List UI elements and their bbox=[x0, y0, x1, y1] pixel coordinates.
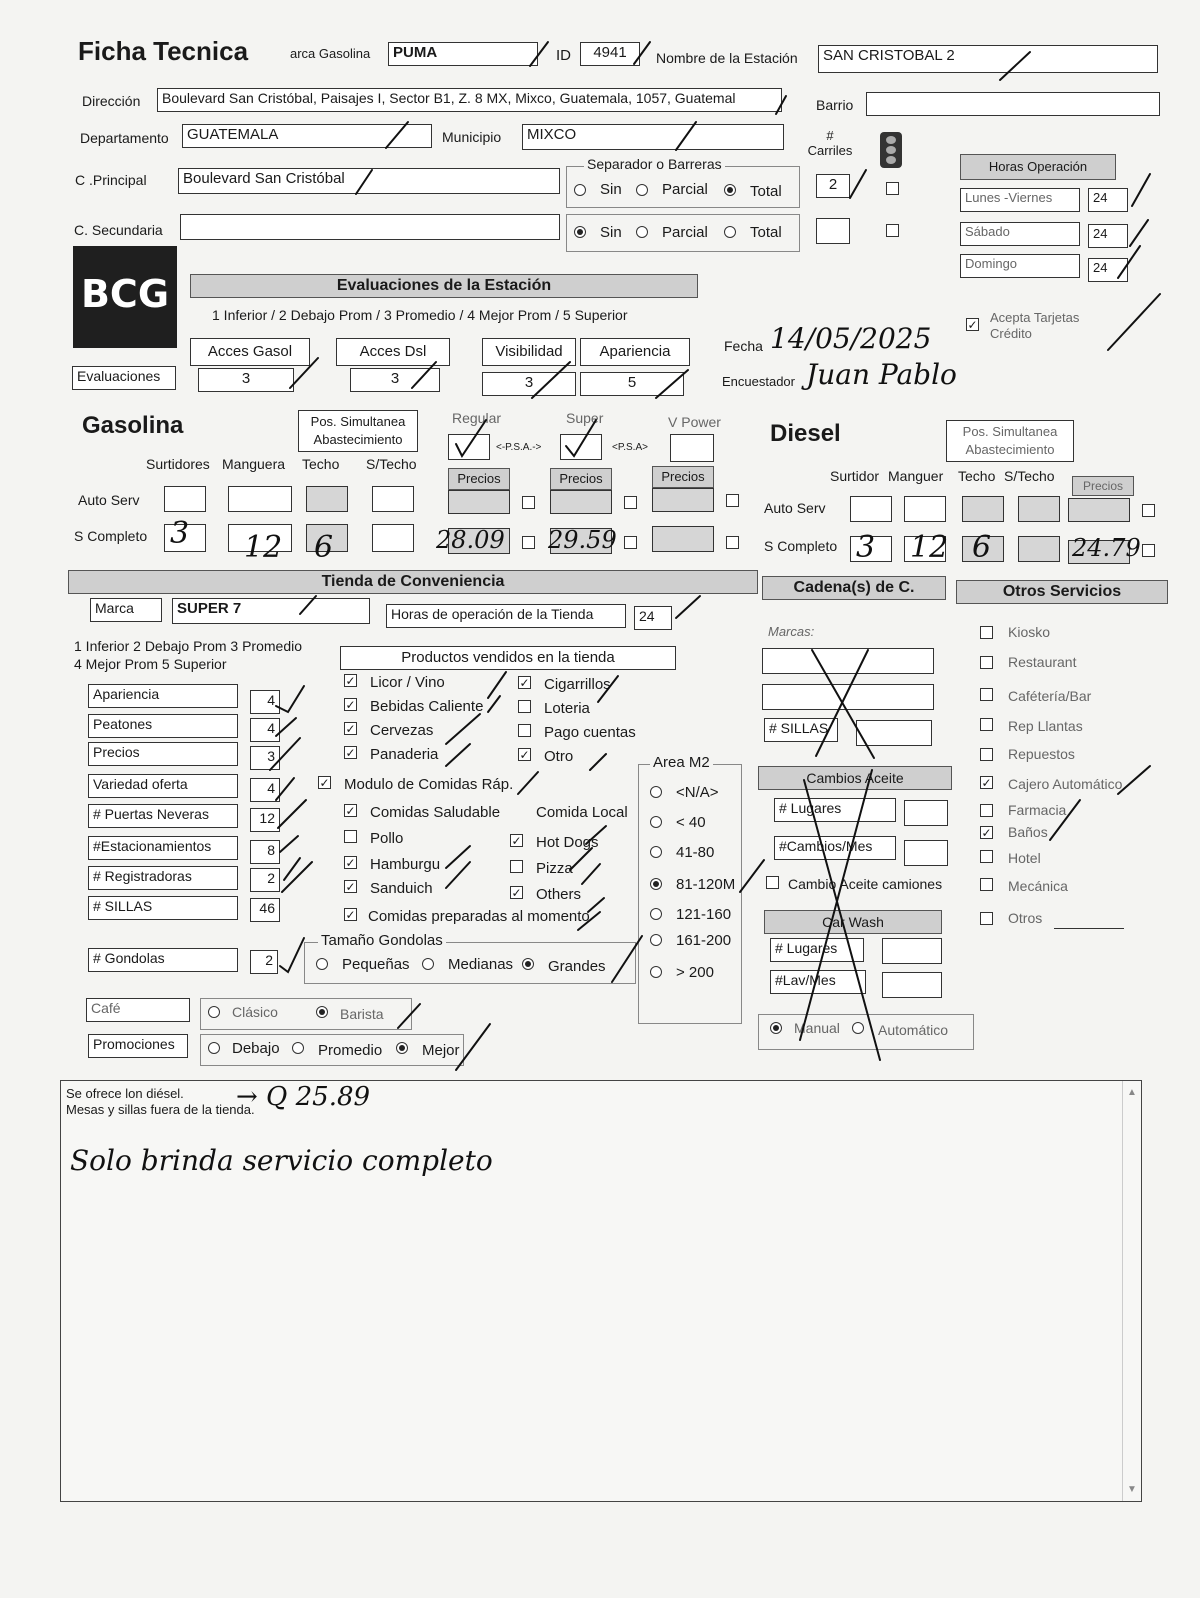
area-na-label: <N/A> bbox=[676, 784, 719, 801]
diesel-col-manguer: Manguer bbox=[888, 468, 944, 484]
carriles-field[interactable]: 2 bbox=[816, 174, 850, 198]
promo-debajo-label: Debajo bbox=[232, 1040, 280, 1057]
rating-registradoras-label: # Registradoras bbox=[88, 866, 238, 890]
vpower-label: V Power bbox=[668, 414, 721, 430]
horas-domingo-label: Domingo bbox=[960, 254, 1080, 278]
repuestos-label: Repuestos bbox=[1008, 746, 1075, 762]
evaluaciones-title: Evaluaciones de la Estación bbox=[190, 274, 698, 298]
departamento-field[interactable]: GUATEMALA bbox=[182, 124, 432, 148]
gas-auto-serv-label: Auto Serv bbox=[78, 492, 140, 508]
bcg-logo-text: BCG bbox=[80, 272, 170, 316]
rating-estacionamientos-label: #Estacionamientos bbox=[88, 836, 238, 860]
bebidas-label: Bebidas Caliente bbox=[370, 698, 484, 715]
rating-sillas-value[interactable]: 46 bbox=[250, 898, 280, 922]
psa-label-1: <-P.S.A.-> bbox=[496, 442, 542, 453]
area-title: Area M2 bbox=[650, 754, 713, 771]
municipio-label: Municipio bbox=[442, 129, 502, 145]
rating-puertas-label: # Puertas Neveras bbox=[88, 804, 238, 828]
sanduich-checkbox[interactable]: ✓ bbox=[345, 880, 356, 894]
tienda-marca-field[interactable]: SUPER 7 bbox=[172, 598, 370, 624]
diesel-col-surtidor: Surtidor bbox=[830, 468, 880, 484]
horas-sabado-label: Sábado bbox=[960, 222, 1080, 246]
scroll-down-icon[interactable]: ▼ bbox=[1127, 1484, 1137, 1495]
gas-price-super-value: 29.59 bbox=[548, 526, 617, 554]
licor-checkbox[interactable]: ✓ bbox=[345, 674, 356, 688]
area-161-200-label: 161-200 bbox=[676, 932, 732, 949]
regular-label: Regular bbox=[452, 410, 502, 426]
carwash-lugares-label: # Lugares bbox=[770, 938, 864, 962]
tienda-horas-field[interactable]: 24 bbox=[634, 606, 672, 630]
cafe-barista-label: Barista bbox=[340, 1006, 384, 1022]
rating-apariencia-label: Apariencia bbox=[88, 684, 238, 708]
apariencia-button[interactable]: Apariencia bbox=[580, 338, 690, 366]
gas-precios-super: Precios bbox=[550, 468, 612, 490]
tamano-grandes-label: Grandes bbox=[548, 958, 606, 975]
carwash-automatico-label: Automático bbox=[878, 1022, 949, 1038]
carwash-manual-label: Manual bbox=[794, 1020, 840, 1036]
notes-line-2: Mesas y sillas fuera de la tienda. bbox=[66, 1102, 255, 1117]
diesel-sc-techo-value: 6 bbox=[972, 530, 992, 565]
gasolina-pos-simultanea[interactable]: Pos. Simultanea Abastecimiento bbox=[298, 410, 418, 452]
area-81-120-label: 81-120M bbox=[676, 876, 736, 893]
diesel-pos-simultanea[interactable]: Pos. Simultanea Abastecimiento bbox=[946, 420, 1074, 462]
c-secundaria-label: C. Secundaria bbox=[74, 222, 163, 238]
marca-gasolina-label: arca Gasolina bbox=[290, 46, 371, 61]
separador1-total-label: Total bbox=[750, 183, 782, 200]
cadena-title: Cadena(s) de C. bbox=[762, 576, 946, 600]
cafe-clasico-label: Clásico bbox=[232, 1004, 278, 1020]
area-41-80-label: 41-80 bbox=[676, 844, 715, 861]
direccion-label: Dirección bbox=[82, 93, 141, 109]
diesel-sc-manguer-value: 12 bbox=[910, 530, 949, 565]
pizza-label: Pizza bbox=[536, 860, 573, 877]
licor-label: Licor / Vino bbox=[370, 674, 445, 691]
tienda-scale-1: 1 Inferior 2 Debajo Prom 3 Promedio bbox=[74, 638, 302, 654]
rating-puertas-value[interactable]: 12 bbox=[250, 808, 280, 832]
horas-lunes-field[interactable]: 24 bbox=[1088, 188, 1128, 212]
cigarrillos-label: Cigarrillos bbox=[544, 676, 611, 693]
camiones-label: Cambio Aceite camiones bbox=[788, 876, 943, 892]
gas-col-surtidores: Surtidores bbox=[146, 456, 210, 472]
tamano-gondolas-title: Tamaño Gondolas bbox=[318, 932, 446, 949]
encuestador-label: Encuestador bbox=[722, 374, 795, 389]
separador1-sin-label: Sin bbox=[600, 181, 622, 198]
rating-sillas-label: # SILLAS bbox=[88, 896, 238, 920]
promo-mejor-label: Mejor bbox=[422, 1042, 460, 1059]
psa-label-2: <P.S.A> bbox=[612, 442, 648, 453]
lav-mes-label: #Lav/Mes bbox=[770, 970, 866, 994]
station-name-field[interactable]: SAN CRISTOBAL 2 bbox=[818, 45, 1158, 73]
rating-precios-value[interactable]: 3 bbox=[250, 746, 280, 770]
gondolas-value[interactable]: 2 bbox=[250, 950, 278, 974]
acces-dsl-button[interactable]: Acces Dsl bbox=[336, 338, 450, 366]
acepta-tarjetas-checkbox[interactable]: ✓ bbox=[967, 318, 978, 332]
cajero-checkbox[interactable]: ✓ bbox=[981, 776, 992, 790]
scroll-up-icon[interactable]: ▲ bbox=[1127, 1087, 1137, 1098]
apariencia-value[interactable]: 5 bbox=[580, 372, 684, 396]
evaluaciones-scale: 1 Inferior / 2 Debajo Prom / 3 Promedio / 4 Mejor Prom / 5 Superior bbox=[212, 307, 628, 323]
hotel-label: Hotel bbox=[1008, 850, 1041, 866]
acces-gasol-value[interactable]: 3 bbox=[198, 368, 294, 392]
acepta-tarjetas-label: Acepta Tarjetas Crédito bbox=[990, 310, 1080, 341]
gas-sc-techo-value: 6 bbox=[314, 530, 334, 565]
gas-s-completo-label: S Completo bbox=[74, 528, 148, 544]
comidas-saludable-label: Comidas Saludable bbox=[370, 804, 501, 821]
cafeteria-label: Cafétería/Bar bbox=[1008, 688, 1092, 704]
diesel-sc-surtidor-value: 3 bbox=[856, 530, 876, 565]
rating-registradoras-value[interactable]: 2 bbox=[250, 868, 280, 892]
hot-dogs-checkbox[interactable]: ✓ bbox=[511, 834, 522, 848]
super-label: Super bbox=[566, 410, 604, 426]
horas-operacion-title: Horas Operación bbox=[960, 154, 1116, 180]
gas-precios-regular: Precios bbox=[448, 468, 510, 490]
rating-apariencia-value[interactable]: 4 bbox=[250, 690, 280, 714]
tienda-title: Tienda de Conveniencia bbox=[68, 570, 758, 594]
notes-handwritten-price: → Q 25.89 bbox=[236, 1082, 371, 1112]
cervezas-label: Cervezas bbox=[370, 722, 434, 739]
rating-variedad-value[interactable]: 4 bbox=[250, 778, 280, 802]
promociones-label: Promociones bbox=[88, 1034, 188, 1058]
diesel-col-techo: Techo bbox=[958, 468, 996, 484]
cafe-label: Café bbox=[86, 998, 190, 1022]
cigarrillos-checkbox[interactable]: ✓ bbox=[519, 676, 530, 690]
comida-local-label: Comida Local bbox=[536, 804, 628, 821]
separador1-parcial-label: Parcial bbox=[662, 181, 708, 198]
gas-sc-surtidores-value: 3 bbox=[170, 516, 190, 551]
cambios-mes-label: #Cambios/Mes bbox=[774, 836, 896, 860]
banos-label: Baños bbox=[1008, 824, 1048, 840]
otro-checkbox[interactable]: ✓ bbox=[519, 748, 530, 762]
comidas-preparadas-label: Comidas preparadas al momento bbox=[368, 908, 590, 925]
rating-variedad-label: Variedad oferta bbox=[88, 774, 238, 798]
hamburgu-checkbox[interactable]: ✓ bbox=[345, 856, 356, 870]
cadena-sillas-label: # SILLAS bbox=[764, 718, 838, 742]
area-lt40-label: < 40 bbox=[676, 814, 706, 831]
separador2-total-label: Total bbox=[750, 224, 782, 241]
tamano-pequenas-label: Pequeñas bbox=[342, 956, 410, 973]
direccion-field[interactable]: Boulevard San Cristóbal, Paisajes I, Sector B1, Z. 8 MX, Mixco, Guatemala, 1057, Guatemal bbox=[157, 88, 782, 112]
banos-checkbox[interactable]: ✓ bbox=[981, 826, 992, 840]
diesel-col-precios: Precios bbox=[1072, 476, 1134, 496]
hot-dogs-label: Hot Dogs bbox=[536, 834, 599, 851]
carriles-label: # Carriles bbox=[807, 128, 853, 158]
c-principal-field[interactable]: Boulevard San Cristóbal bbox=[178, 168, 560, 194]
separador-title: Separador o Barreras bbox=[584, 156, 725, 172]
separador2-sin-label: Sin bbox=[600, 224, 622, 241]
encuestador-value[interactable]: Juan Pablo bbox=[806, 358, 957, 391]
cadena-marcas-label: Marcas: bbox=[768, 624, 815, 639]
otros-label: Otros bbox=[1008, 910, 1043, 926]
area-121-160-label: 121-160 bbox=[676, 906, 732, 923]
rep-llantas-label: Rep Llantas bbox=[1008, 718, 1083, 734]
cajero-label: Cajero Automático bbox=[1008, 776, 1123, 792]
diesel-col-stecho: S/Techo bbox=[1004, 468, 1055, 484]
restaurant-label: Restaurant bbox=[1008, 654, 1077, 670]
pago-cuentas-label: Pago cuentas bbox=[544, 724, 636, 741]
tienda-horas-label: Horas de operación de la Tienda bbox=[386, 604, 626, 628]
loteria-label: Loteria bbox=[544, 700, 590, 717]
horas-sabado-field[interactable]: 24 bbox=[1088, 224, 1128, 248]
promo-promedio-label: Promedio bbox=[318, 1042, 383, 1059]
bebidas-checkbox[interactable]: ✓ bbox=[345, 698, 356, 712]
c-principal-label: C .Principal bbox=[75, 172, 147, 188]
gas-col-manguera: Manguera bbox=[222, 456, 286, 472]
others-label: Others bbox=[536, 886, 582, 903]
notes-line-1: Se ofrece lon diésel. bbox=[66, 1086, 184, 1101]
fecha-label: Fecha bbox=[724, 338, 763, 354]
tienda-scale-2: 4 Mejor Prom 5 Superior bbox=[74, 656, 227, 672]
gas-price-regular-value: 28.09 bbox=[436, 526, 505, 554]
horas-domingo-field[interactable]: 24 bbox=[1088, 258, 1128, 282]
acces-gasol-button[interactable]: Acces Gasol bbox=[190, 338, 310, 366]
id-field[interactable]: 4941 bbox=[580, 42, 640, 66]
notes-handwritten-text: Solo brinda servicio completo bbox=[70, 1144, 493, 1177]
diesel-auto-serv-label: Auto Serv bbox=[764, 500, 826, 516]
horas-lunes-label: Lunes -Viernes bbox=[960, 188, 1080, 212]
fecha-value[interactable]: 14/05/2025 bbox=[770, 322, 932, 355]
others-checkbox[interactable]: ✓ bbox=[511, 886, 522, 900]
modulo-comidas-checkbox[interactable]: ✓ bbox=[319, 776, 330, 790]
kiosko-label: Kiosko bbox=[1008, 624, 1051, 640]
rating-peatones-label: Peatones bbox=[88, 714, 238, 738]
modulo-comidas-label: Modulo de Comidas Ráp. bbox=[344, 776, 514, 793]
separador2-parcial-label: Parcial bbox=[662, 224, 708, 241]
hamburgu-label: Hamburgu bbox=[370, 856, 441, 873]
departamento-label: Departamento bbox=[80, 130, 169, 146]
gondolas-label: # Gondolas bbox=[88, 948, 238, 972]
gas-precios-vpower: Precios bbox=[652, 466, 714, 488]
cambios-aceite-title: Cambios Aceite bbox=[758, 766, 952, 790]
municipio-field[interactable]: MIXCO bbox=[522, 124, 784, 150]
rating-estacionamientos-value[interactable]: 8 bbox=[250, 840, 280, 864]
diesel-title: Diesel bbox=[770, 420, 841, 447]
rating-precios-label: Precios bbox=[88, 742, 238, 766]
mecanica-label: Mecánica bbox=[1008, 878, 1068, 894]
page-title: Ficha Tecnica bbox=[78, 36, 249, 66]
marca-gasolina-field[interactable]: PUMA bbox=[388, 42, 538, 66]
diesel-price-value: 24.79 bbox=[1072, 534, 1141, 562]
cambios-lugares-label: # Lugares bbox=[774, 798, 896, 822]
diesel-s-completo-label: S Completo bbox=[764, 538, 838, 554]
gas-col-stecho: S/Techo bbox=[366, 456, 417, 472]
station-name-label: Nombre de la Estación bbox=[656, 50, 798, 66]
acces-dsl-value[interactable]: 3 bbox=[350, 368, 440, 392]
gas-sc-manguera-value: 12 bbox=[244, 530, 283, 565]
evaluaciones-label: Evaluaciones bbox=[72, 366, 176, 390]
gasolina-title: Gasolina bbox=[82, 412, 184, 439]
panaderia-checkbox[interactable]: ✓ bbox=[345, 746, 356, 760]
id-label: ID bbox=[556, 47, 571, 64]
visibilidad-value[interactable]: 3 bbox=[482, 372, 576, 396]
panaderia-label: Panaderia bbox=[370, 746, 439, 763]
visibilidad-button[interactable]: Visibilidad bbox=[482, 338, 576, 366]
pollo-label: Pollo bbox=[370, 830, 404, 847]
gas-col-techo: Techo bbox=[302, 456, 340, 472]
productos-title: Productos vendidos en la tienda bbox=[340, 646, 676, 670]
cervezas-checkbox[interactable]: ✓ bbox=[345, 722, 356, 736]
tamano-medianas-label: Medianas bbox=[448, 956, 514, 973]
farmacia-label: Farmacia bbox=[1008, 802, 1067, 818]
tienda-marca-label: Marca bbox=[90, 598, 162, 622]
car-wash-title: Car Wash bbox=[764, 910, 942, 934]
barrio-label: Barrio bbox=[816, 97, 854, 113]
otro-label: Otro bbox=[544, 748, 574, 765]
otros-servicios-title: Otros Servicios bbox=[956, 580, 1168, 604]
comidas-saludable-checkbox[interactable]: ✓ bbox=[345, 804, 356, 818]
sanduich-label: Sanduich bbox=[370, 880, 433, 897]
comidas-preparadas-checkbox[interactable]: ✓ bbox=[345, 908, 356, 922]
area-gt200-label: > 200 bbox=[676, 964, 714, 981]
rating-peatones-value[interactable]: 4 bbox=[250, 718, 280, 742]
